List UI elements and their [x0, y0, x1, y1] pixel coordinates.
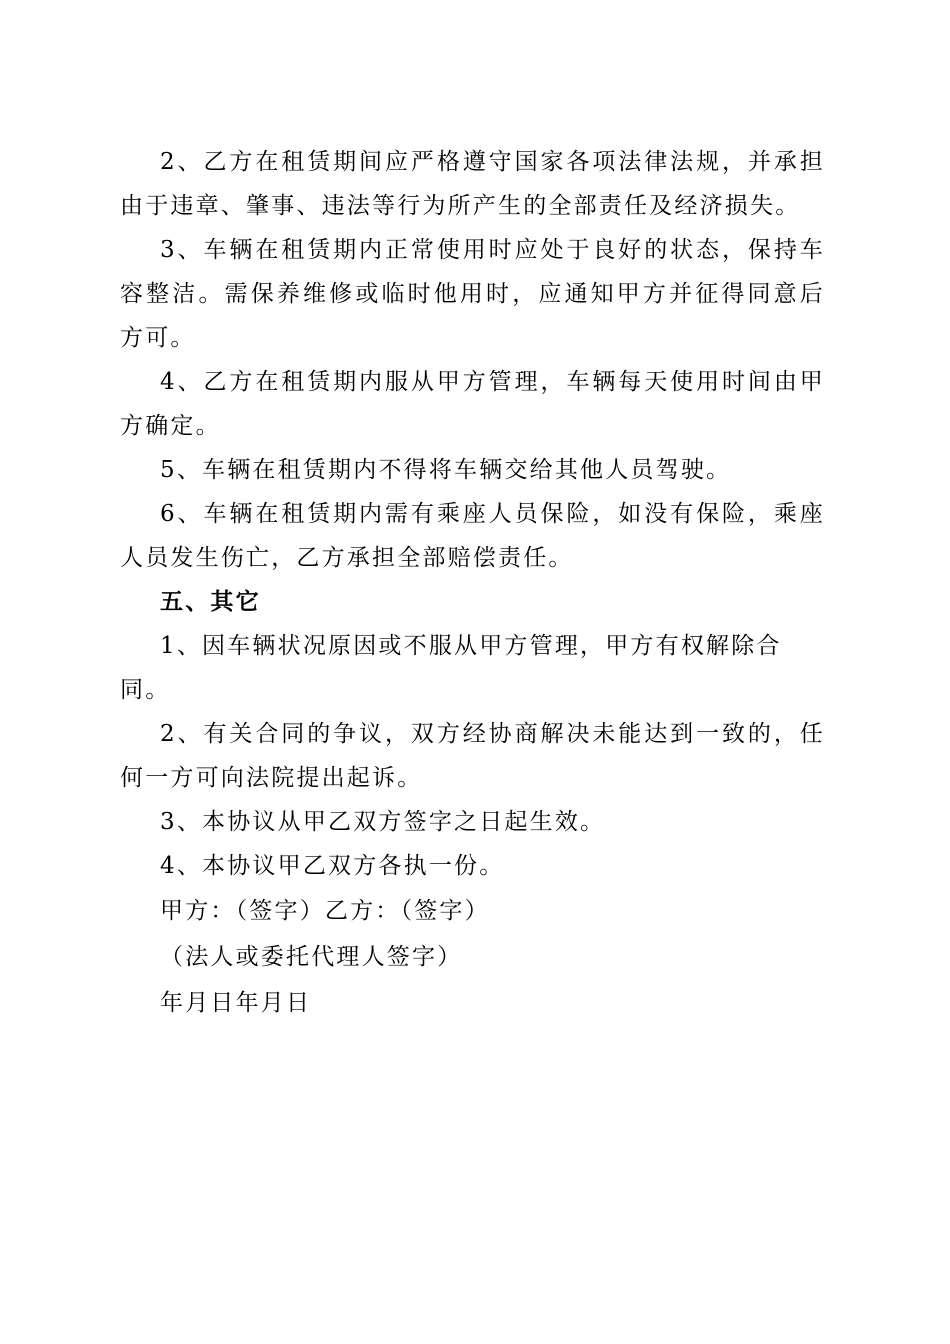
signature-date-line: 年月日年月日: [160, 990, 312, 1016]
clause-5-1: 1、因车辆状况原因或不服从甲方管理，甲方有权解除合同。: [120, 633, 782, 703]
clause-4-3: 3、车辆在租赁期内正常使用时应处于良好的状态，保持车容整洁。需保养维修或临时他用时，应通知甲方并征得同意后方可。: [120, 237, 825, 351]
section-5-heading: 五、其它: [160, 588, 261, 615]
document-page: [120, 140, 825, 1026]
clause-5-4: 4、本协议甲乙双方各执一份。: [160, 853, 505, 879]
signature-representative-note: （法人或委托代理人签字）: [160, 944, 463, 970]
clause-4-6: 6、车辆在租赁期内需有乘座人员保险，如没有保险，乘座人员发生伤亡，乙方承担全部赔偿责任。: [120, 501, 825, 571]
signature-parties-line: 甲方：（签字）乙方：（签字）: [160, 898, 490, 924]
clause-5-3: 3、本协议从甲乙双方签字之日起生效。: [160, 809, 606, 835]
clause-5-2: 2、有关合同的争议，双方经协商解决未能达到一致的，任何一方可向法院提出起诉。: [120, 721, 825, 791]
clause-4-4: 4、乙方在租赁期内服从甲方管理，车辆每天使用时间由甲方确定。: [120, 369, 825, 439]
clause-4-5: 5、车辆在租赁期内不得将车辆交给其他人员驾驶。: [160, 457, 732, 483]
clause-4-2: 2、乙方在租赁期间应严格遵守国家各项法律法规，并承担由于违章、肇事、违法等行为所产生的全部责任及经济损失。: [120, 149, 825, 219]
